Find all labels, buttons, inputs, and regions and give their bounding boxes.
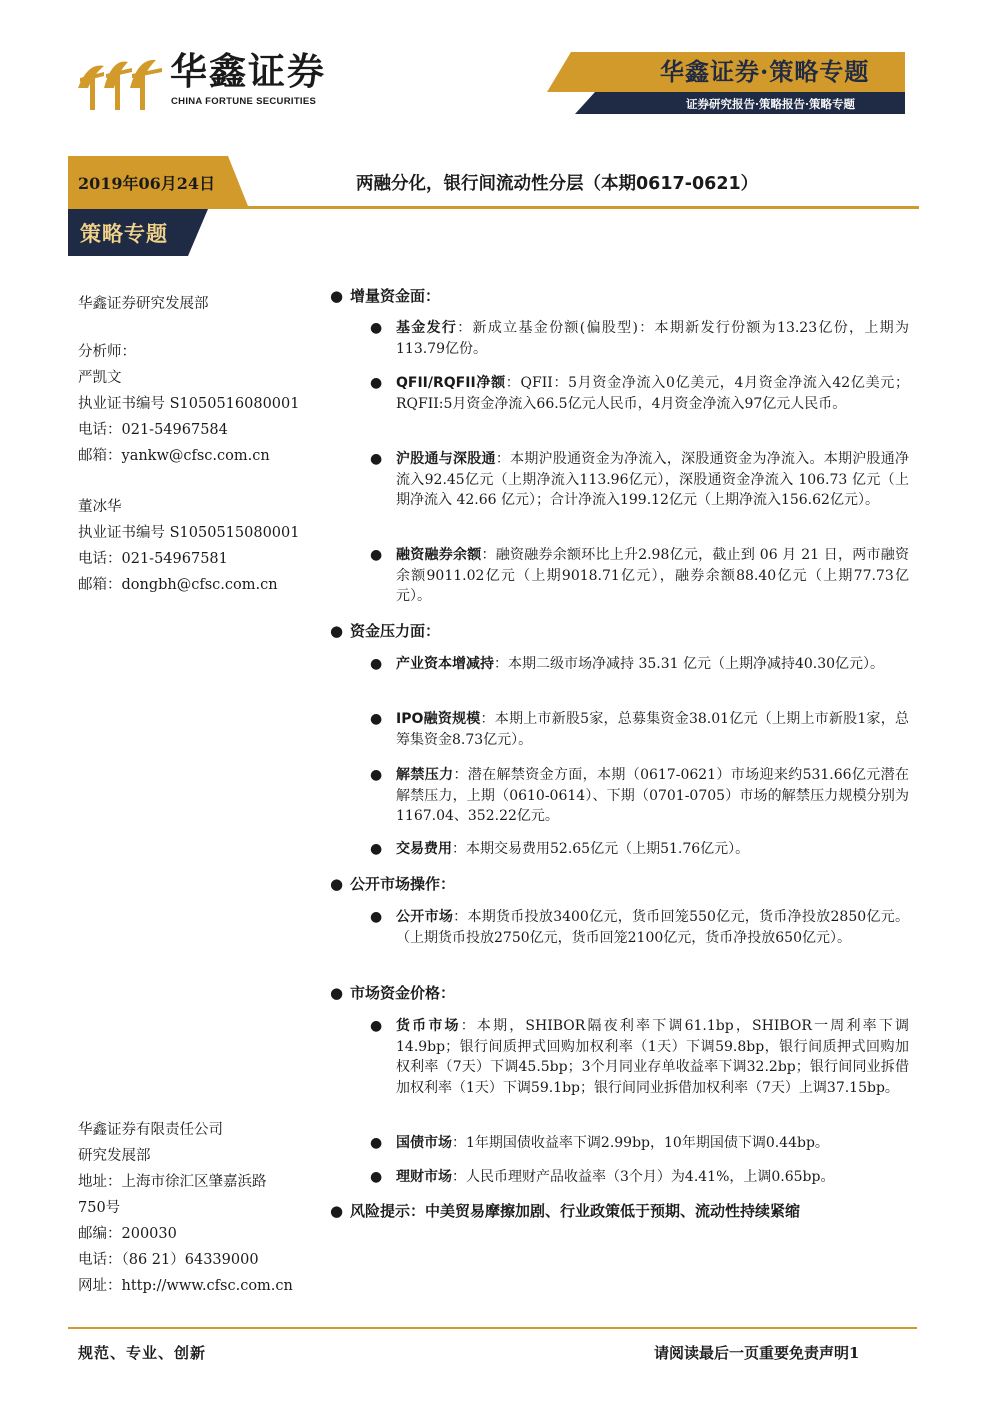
section-heading: ● 公开市场操作： [330, 875, 456, 893]
list-item: ● 理财市场：人民币理财产品收益率（3个月）为4.41%，上调0.65bp。 [370, 1169, 835, 1185]
brand-name-en: CHINA FORTUNE SECURITIES [171, 96, 317, 107]
company-website: 网址：http://www.cfsc.com.cn [78, 1278, 293, 1294]
analysts-label: 分析师： [78, 344, 136, 360]
analyst-cert: 执业证书编号 S1050516080001 [78, 396, 300, 412]
list-item: ● 货币市场：本期，SHIBOR隔夜利率下调61.1bp，SHIBOR一周利率下调14.9bp；银行间质押式回购加权利率（1天）下调59.8bp，银行间质押式回购加权利率（7天）下调45.5bp；3个月同业存单收益率下调32.2bp；银行间同业拆借加权利率（1天）下调59.1bp；银行间同业拆借加权利率（7天）上调37.15bp。 [370, 1018, 910, 1096]
footer-slogan: 规范、专业、创新 [78, 1344, 207, 1362]
research-dept: 华鑫证券研究发展部 [78, 296, 209, 312]
company-tel: 电话：（86 21）64339000 [78, 1252, 259, 1268]
list-item: ● 基金发行：新成立基金份额(偏股型)：本期新发行份额为13.23亿份，上期为113.79亿份。 [370, 320, 909, 357]
company-postcode: 邮编：200030 [78, 1226, 177, 1242]
analyst-phone: 电话：021-54967581 [78, 551, 228, 567]
header-subtitle: 证券研究报告·策略报告·策略专题 [686, 97, 856, 111]
report-date: 2019年06月24日 [78, 174, 216, 193]
list-item: ● 沪股通与深股通：本期沪股通资金为净流入，深股通资金为净流入。本期沪股通净流入92.45亿元（上期净流入113.96亿元），深股通资金净流入 106.73 亿元（上期净流入 42.66 亿元）；合计净流入199.12亿元（上期净流入156.62亿元）。 [370, 451, 910, 509]
analyst-name: 严凯文 [78, 370, 122, 386]
company-name: 华鑫证券有限责任公司 [78, 1122, 223, 1138]
brand-name-cn: 华鑫证券 [170, 50, 326, 93]
list-item: ● 交易费用：本期交易费用52.65亿元（上期51.76亿元）。 [370, 841, 750, 857]
section-heading: ● 资金压力面： [330, 622, 441, 640]
list-item: ● IPO融资规模：本期上市新股5家，总募集资金38.01亿元（上期上市新股1家，总筹集资金8.73亿元）。 [370, 711, 909, 748]
risk-warning: ● 风险提示：中美贸易摩擦加剧、行业政策低于预期、流动性持续紧缩 [330, 1202, 801, 1220]
section-heading: ● 市场资金价格： [330, 984, 456, 1002]
company-address: 地址：上海市徐汇区肇嘉浜路 [78, 1174, 267, 1190]
company-address-cont: 750号 [78, 1200, 121, 1216]
list-item: ● QFII/RQFII净额：QFII：5月资金净流入0亿美元，4月资金净流入42亿美元；RQFII:5月资金净流入66.5亿元人民币，4月资金净流入97亿元人民币。 [370, 375, 909, 412]
analyst-email: 邮箱：dongbh@cfsc.com.cn [78, 577, 278, 593]
list-item: ● 国债市场：1年期国债收益率下调2.99bp，10年期国债下调0.44bp。 [370, 1135, 829, 1151]
company-dept: 研究发展部 [78, 1148, 151, 1164]
analyst-cert: 执业证书编号 S1050515080001 [78, 525, 300, 541]
header-title: 华鑫证券·策略专题 [660, 57, 870, 86]
list-item: ● 产业资本增减持：本期二级市场净减持 35.31 亿元（上期净减持40.30亿元）。 [370, 656, 885, 672]
footer-disclaimer: 请阅读最后一页重要免责声明1 [654, 1344, 860, 1362]
report-title: 两融分化，银行间流动性分层（本期0617-0621） [356, 174, 759, 194]
list-item: ● 解禁压力：潜在解禁资金方面，本期（0617-0621）市场迎来约531.66亿元潜在解禁压力，上期（0610-0614）、下期（0701-0705）市场的解禁压力规模分别为1167.04、352.22亿元。 [370, 767, 909, 825]
wheat-stalks-logo-icon [74, 48, 166, 112]
footer-divider [68, 1327, 917, 1329]
list-item: ● 公开市场：本期货币投放3400亿元，货币回笼550亿元，货币净投放2850亿元。（上期货币投放2750亿元，货币回笼2100亿元，货币净投放650亿元）。 [370, 909, 910, 946]
list-item: ● 融资融券余额：融资融券余额环比上升2.98亿元，截止到 06 月 21 日，两市融资余额9011.02亿元（上期9018.71亿元），融券余额88.40亿元（上期77.73亿元）。 [370, 547, 909, 605]
analyst-name: 董冰华 [78, 499, 122, 515]
company-logo [74, 48, 344, 112]
report-category: 策略专题 [80, 221, 168, 246]
analyst-email: 邮箱：yankw@cfsc.com.cn [78, 448, 270, 464]
section-heading: ● 增量资金面： [330, 287, 441, 305]
analyst-phone: 电话：021-54967584 [78, 422, 228, 438]
